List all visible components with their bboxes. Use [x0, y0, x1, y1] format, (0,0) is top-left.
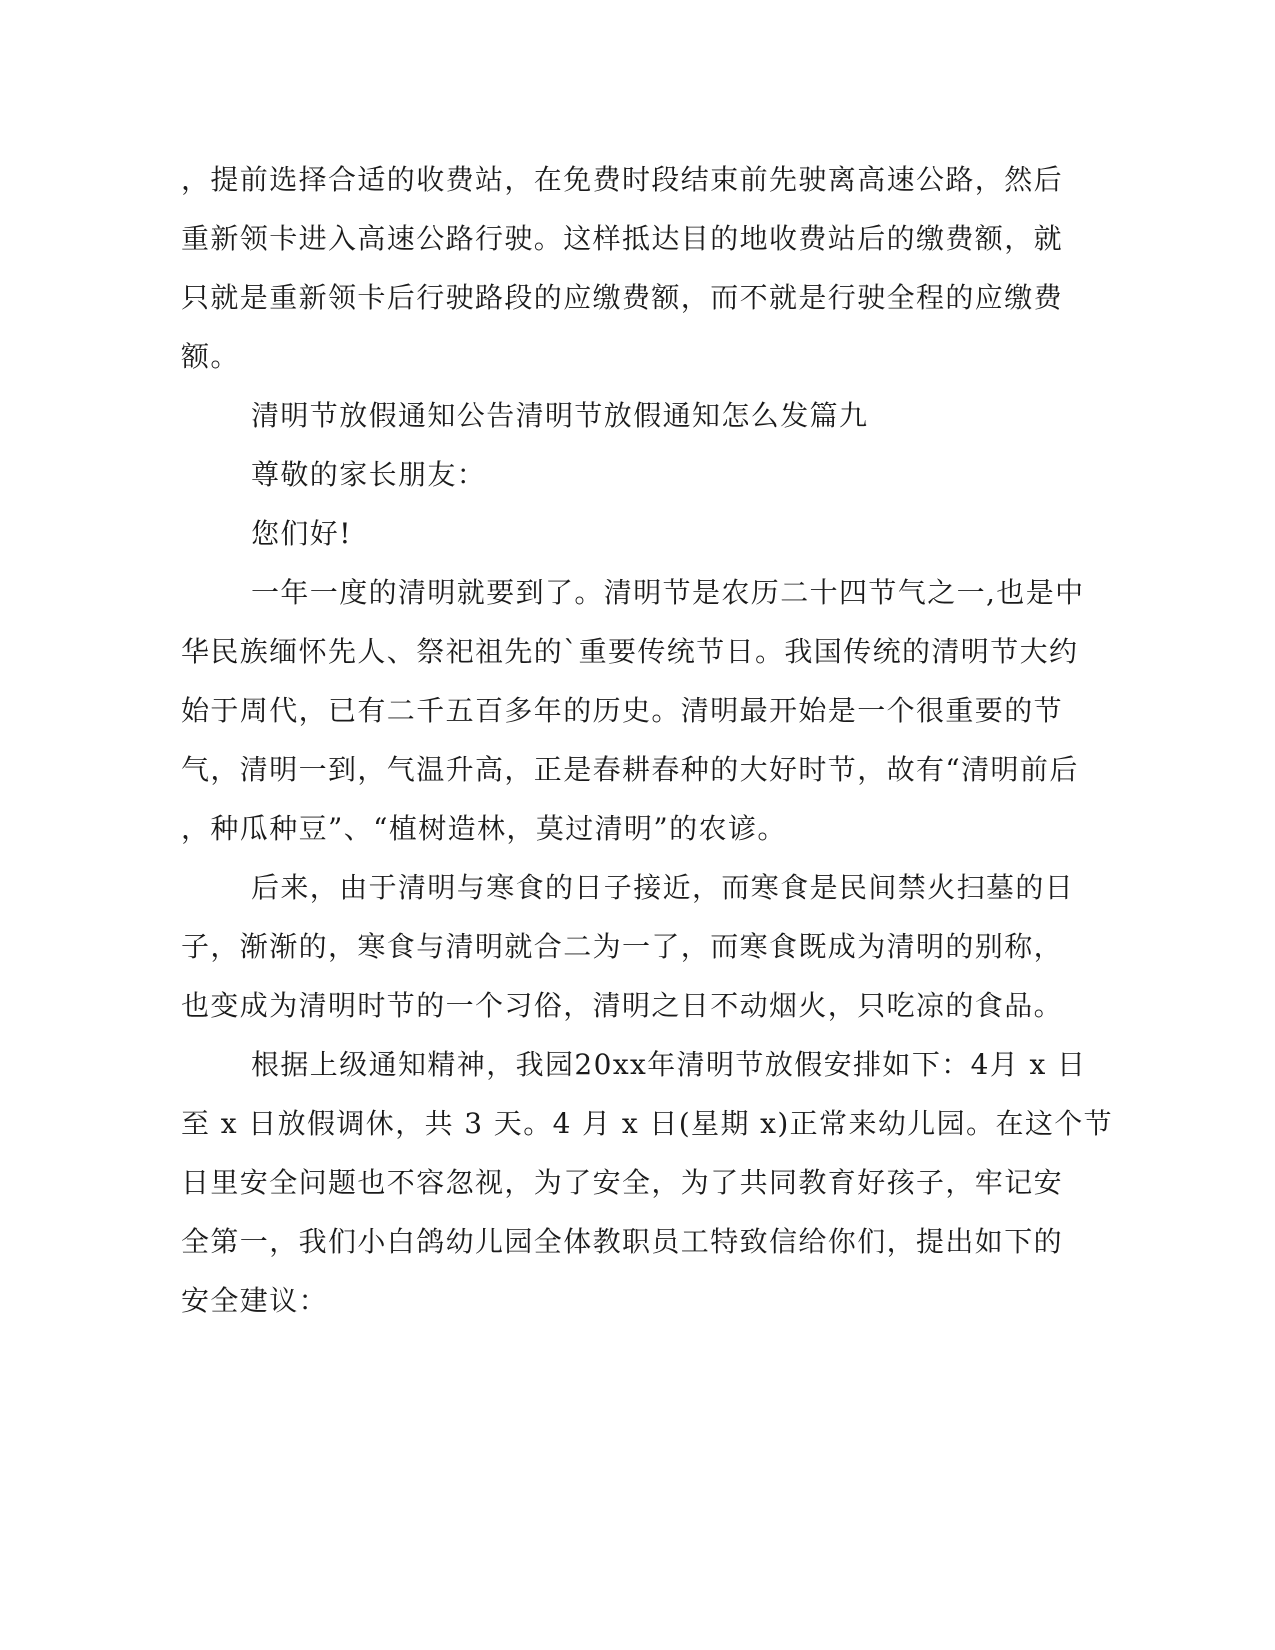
text-line: 也变成为清明时节的一个习俗，清明之日不动烟火，只吃凉的食品。 [181, 989, 1064, 1022]
text-line: ，提前选择合适的收费站，在免费时段结束前先驶离高速公路，然后 [181, 163, 1064, 196]
text-line: 安全建议： [181, 1284, 329, 1317]
salutation: 尊敬的家长朋友： [251, 458, 487, 491]
greeting: 您们好! [251, 517, 352, 550]
text-line: ，种瓜种豆”、“植树造林，莫过清明”的农谚。 [181, 812, 787, 845]
text-line: 华民族缅怀先人、祭祀祖先的`重要传统节日。我国传统的清明节大约 [181, 635, 1079, 668]
text-line: 始于周代，已有二千五百多年的历史。清明最开始是一个很重要的节 [181, 694, 1064, 727]
text-line: 至 x 日放假调休，共 3 天。4 月 x 日(星期 x)正常来幼儿园。在这个节 [181, 1107, 1114, 1140]
text-line: 全第一，我们小白鸽幼儿园全体教职员工特致信给你们，提出如下的 [181, 1225, 1064, 1258]
text-line: 根据上级通知精神，我园20xx年清明节放假安排如下：4月 x 日 [251, 1048, 1087, 1081]
section-heading: 清明节放假通知公告清明节放假通知怎么发篇九 [251, 399, 869, 432]
text-line: 后来，由于清明与寒食的日子接近，而寒食是民间禁火扫墓的日 [251, 871, 1075, 904]
text-line: 重新领卡进入高速公路行驶。这样抵达目的地收费站后的缴费额，就 [181, 222, 1064, 255]
text-line: 子，渐渐的，寒食与清明就合二为一了，而寒食既成为清明的别称， [181, 930, 1064, 963]
text-line: 日里安全问题也不容忽视，为了安全，为了共同教育好孩子，牢记安 [181, 1166, 1064, 1199]
text-line: 气，清明一到，气温升高，正是春耕春种的大好时节，故有“清明前后 [181, 753, 1079, 786]
text-line: 额。 [181, 340, 240, 373]
text-line: 一年一度的清明就要到了。清明节是农历二十四节气之一,也是中 [251, 576, 1085, 609]
text-line: 只就是重新领卡后行驶路段的应缴费额，而不就是行驶全程的应缴费 [181, 281, 1064, 314]
